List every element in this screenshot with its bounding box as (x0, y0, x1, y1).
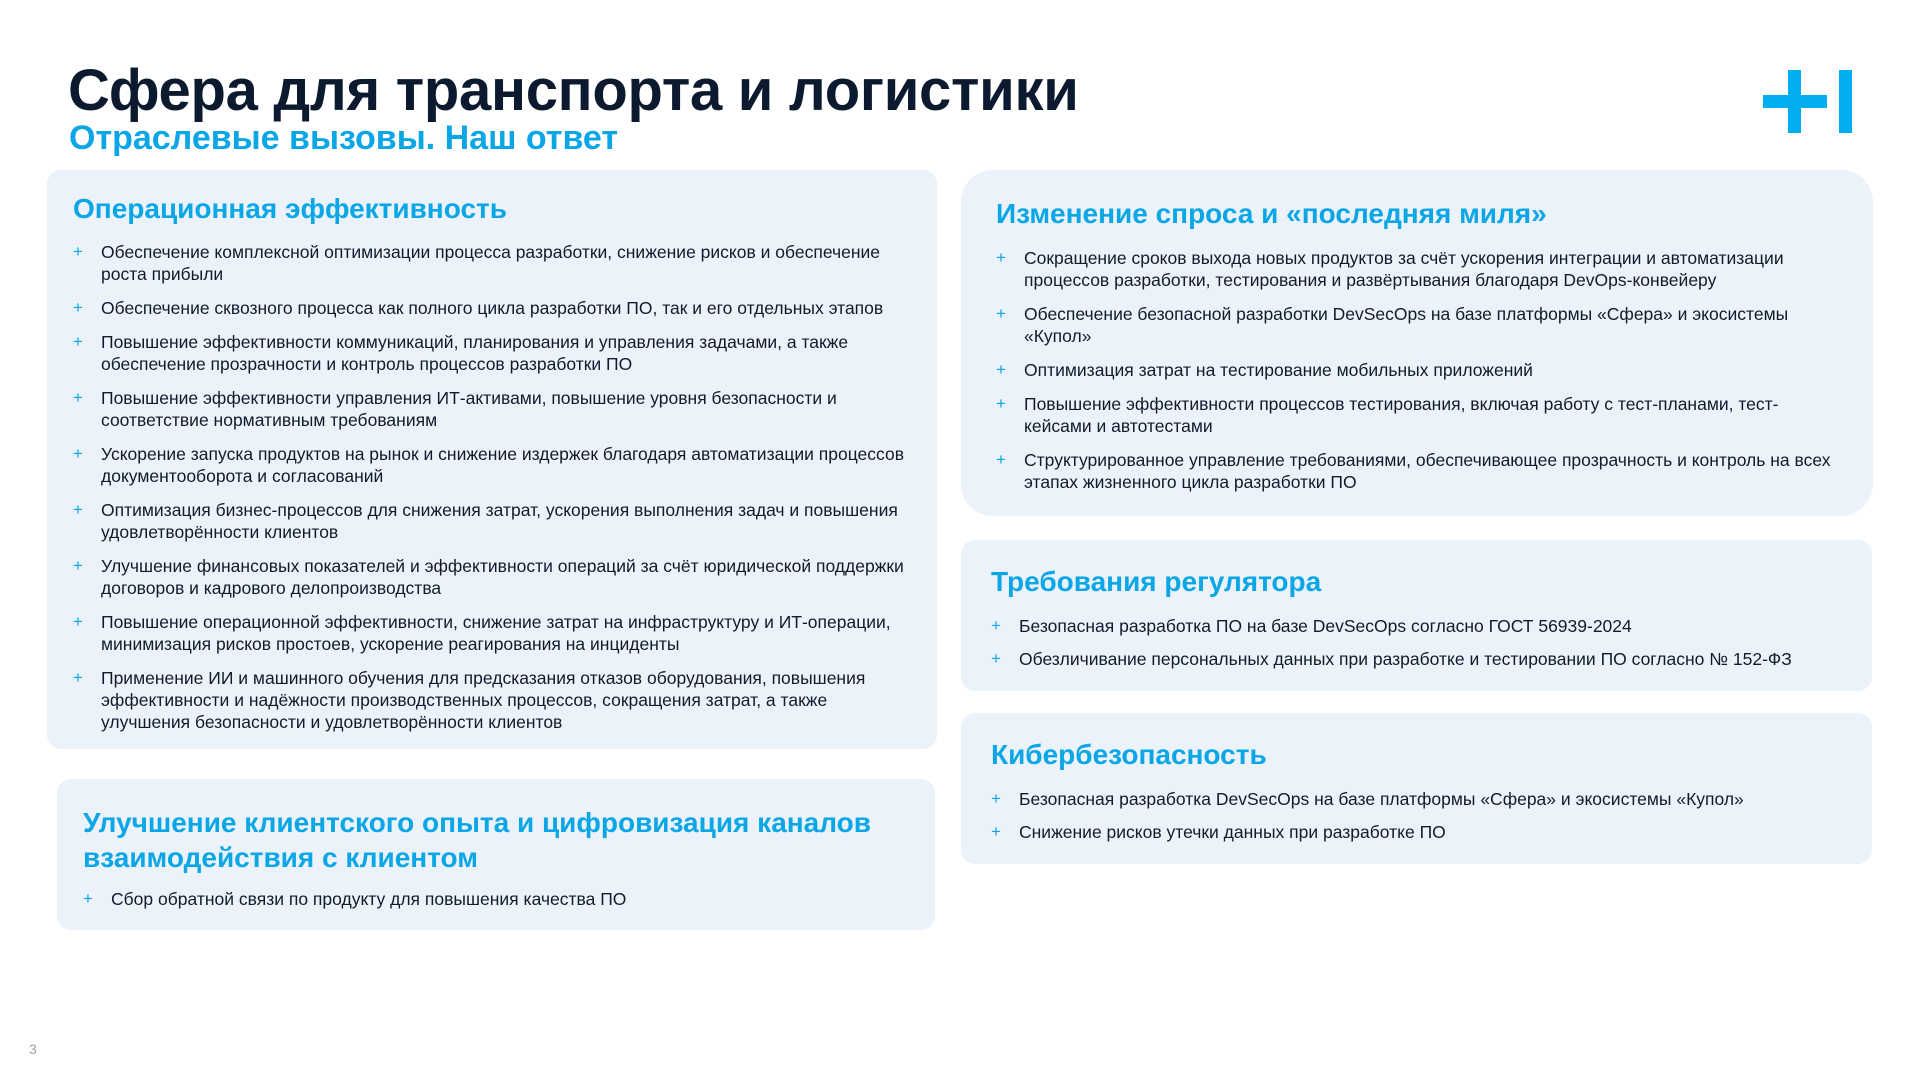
panel-title: Операционная эффективность (73, 193, 507, 224)
list-item (991, 648, 1842, 670)
plus-icon: + (991, 616, 1001, 635)
logo-bar (1839, 70, 1852, 133)
plus-icon: + (996, 304, 1006, 323)
list-item (996, 303, 1843, 347)
list-item-text: Улучшение финансовых показателей и эффективности операций за счёт юридической поддержки договоров и кадрового делопроизводства (101, 556, 904, 598)
plus-icon: + (991, 822, 1001, 841)
list-item (73, 443, 911, 487)
panel-regulator-requirements (961, 540, 1872, 691)
list-item-text: Безопасная разработка DevSecOps на базе платформы «Сфера» и экосистемы «Купол» (1019, 789, 1744, 809)
plus-icon: + (83, 889, 93, 908)
bullet-list (996, 247, 1843, 493)
plus-icon: + (73, 388, 83, 407)
list-item-text: Повышение эффективности процессов тестирования, включая работу с тест-планами, тест-кейсами и автотестами (1024, 394, 1779, 436)
list-item (73, 241, 911, 285)
list-item-text: Структурированное управление требованиями, обеспечивающее прозрачность и контроль на всех этапах жизненного цикла разработки ПО (1024, 450, 1831, 492)
page-title: Сфера для транспорта и логистики (68, 58, 1079, 123)
plus-icon: + (996, 394, 1006, 413)
list-item-text: Повышение эффективности коммуникаций, планирования и управления задачами, а также обеспечение прозрачности и контроль процессов разработки ПО (101, 332, 849, 374)
list-item (996, 247, 1843, 291)
list-item-text: Повышение операционной эффективности, снижение затрат на инфраструктуру и ИТ-операции, минимизация рисков простоев, ускорение реагирования на инциденты (101, 612, 891, 654)
list-item-text: Снижение рисков утечки данных при разработке ПО (1019, 822, 1446, 842)
plus-icon: + (996, 450, 1006, 469)
panel-demand-last-mile (961, 170, 1873, 516)
panel-title: Требования регулятора (991, 566, 1322, 597)
list-item-text: Ускорение запуска продуктов на рынок и снижение издержек благодаря автоматизации процессов документооборота и согласований (101, 444, 905, 486)
plus-icon: + (996, 248, 1006, 267)
list-item (991, 615, 1842, 637)
plus-icon: + (73, 612, 83, 631)
bullet-list (83, 888, 909, 910)
plus-icon: + (73, 668, 83, 687)
panel-operational-efficiency (47, 170, 937, 749)
list-item-text: Обеспечение сквозного процесса как полного цикла разработки ПО, так и его отдельных этапов (101, 298, 884, 318)
panel-cybersecurity (961, 713, 1872, 864)
list-item (991, 788, 1842, 810)
list-item-text: Оптимизация затрат на тестирование мобильных приложений (1024, 360, 1533, 380)
panel-title: Улучшение клиентского опыта и цифровизация каналов взаимодействия с клиентом (83, 807, 871, 873)
list-item (991, 821, 1842, 843)
list-item-text: Сбор обратной связи по продукту для повышения качества ПО (111, 889, 627, 909)
panel-customer-experience (57, 779, 935, 930)
plus-icon: + (73, 298, 83, 317)
list-item (73, 499, 911, 543)
plus-icon: + (73, 500, 83, 519)
list-item (73, 387, 911, 431)
list-item-text: Обеспечение безопасной разработки DevSecOps на базе платформы «Сфера» и экосистемы «Купол» (1024, 304, 1789, 346)
list-item (73, 611, 911, 655)
plus-icon: + (73, 242, 83, 261)
list-item-text: Безопасная разработка ПО на базе DevSecOps согласно ГОСТ 56939-2024 (1019, 616, 1632, 636)
page-number: 3 (29, 1041, 37, 1057)
plus-bar-logo-icon (1763, 70, 1855, 134)
bullet-list (991, 615, 1842, 670)
panel-title: Изменение спроса и «последняя миля» (996, 198, 1547, 229)
bullet-list (991, 788, 1842, 843)
plus-icon: + (991, 649, 1001, 668)
list-item-text: Обеспечение комплексной оптимизации процесса разработки, снижение рисков и обеспечение роста прибыли (101, 242, 880, 284)
plus-icon: + (996, 360, 1006, 379)
list-item (73, 297, 911, 319)
bullet-list (73, 241, 911, 733)
logo-plus-vertical (1788, 70, 1801, 133)
panel-title: Кибербезопасность (991, 739, 1267, 770)
plus-icon: + (73, 556, 83, 575)
list-item-text: Сокращение сроков выхода новых продуктов за счёт ускорения интеграции и автоматизации процессов разработки, тестирования и развёртывания благодаря DevOps-конвейеру (1024, 248, 1784, 290)
list-item (996, 359, 1843, 381)
plus-icon: + (991, 789, 1001, 808)
list-item (73, 331, 911, 375)
plus-icon: + (73, 444, 83, 463)
list-item (996, 449, 1843, 493)
list-item (73, 667, 911, 733)
list-item (996, 393, 1843, 437)
list-item-text: Оптимизация бизнес-процессов для снижения затрат, ускорения выполнения задач и повышения удовлетворённости клиентов (101, 500, 898, 542)
list-item-text: Повышение эффективности управления ИТ-активами, повышение уровня безопасности и соответствие нормативным требованиям (101, 388, 837, 430)
list-item-text: Обезличивание персональных данных при разработке и тестировании ПО согласно № 152-ФЗ (1019, 649, 1792, 669)
page-subtitle: Отраслевые вызовы. Наш ответ (69, 119, 619, 157)
list-item-text: Применение ИИ и машинного обучения для предсказания отказов оборудования, повышения эффективности и надёжности производственных процессов, сокращения затрат, а также улучшения безопасности и удовлетворённости клиентов (101, 668, 866, 732)
list-item (73, 555, 911, 599)
plus-icon: + (73, 332, 83, 351)
list-item (83, 888, 909, 910)
